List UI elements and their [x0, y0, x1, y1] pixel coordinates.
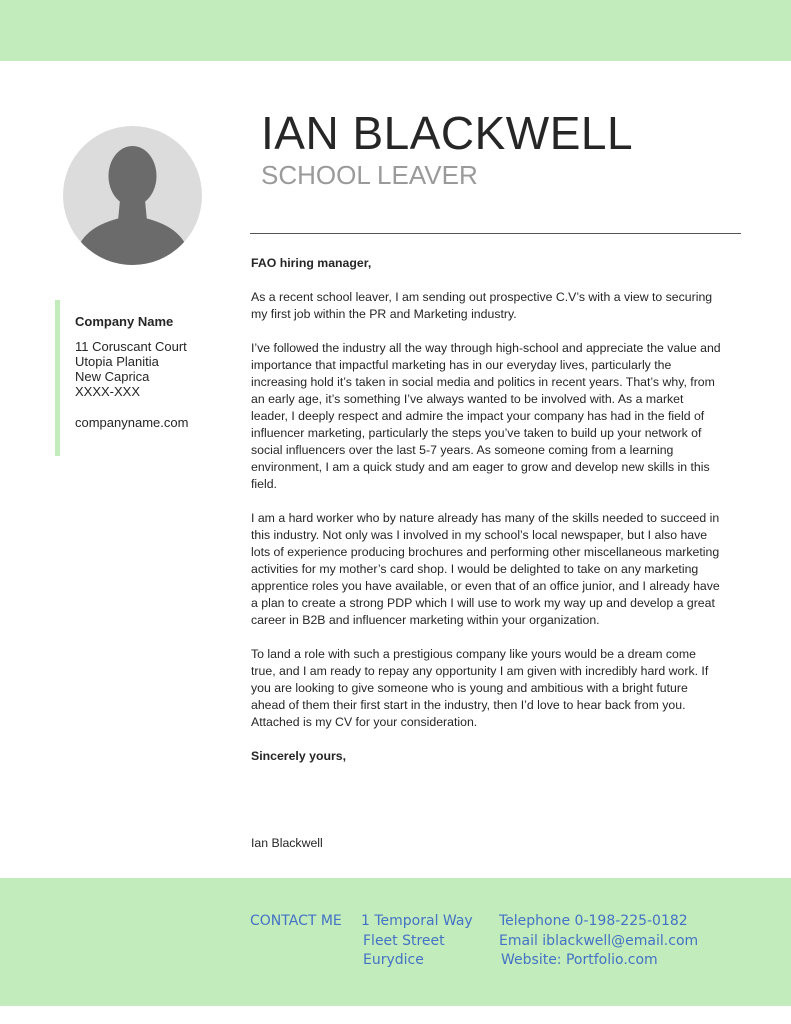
applicant-role: SCHOOL LEAVER	[261, 160, 478, 190]
letter-paragraph: As a recent school leaver, I am sending out prospective C.V’s with a view to securing my first job within the PR and Marketing industry.	[251, 290, 713, 321]
person-silhouette-icon	[63, 126, 202, 265]
letter-signature: Ian Blackwell	[251, 836, 323, 850]
company-address-line: 11 Coruscant Court	[75, 339, 187, 354]
letter-paragraph: I am a hard worker who by nature already has many of the skills needed to succeed in this industry. Not only was I involved in my school’s local newspaper, but I also have lots of experience producing brochures and performing other miscellaneous marketing activities for my mother’s card shop. I would be delighted to take on any marketing apprentice roles you have available, or even that of an office junior, and I already have a plan to create a strong PDP which I will use to work my way up and develop a great career in B2B and influencer marketing within your organization.	[251, 511, 720, 627]
contact-telephone[interactable]: Telephone 0-198-225-0182	[499, 913, 688, 929]
header-divider	[250, 233, 741, 234]
contact-email[interactable]: Email iblackwell@email.com	[499, 932, 699, 949]
company-address-line: Utopia Planitia	[75, 354, 159, 369]
letter-paragraph: To land a role with such a prestigious company like yours would be a dream come true, and I am ready to repay any opportunity I am given with incredibly hard work. If you are looking to give someone who is young and ambitious with a bright future ahead of them their first start in the industry, then I’d love to hear back from you. Attached is my CV for your consideration.	[251, 647, 709, 729]
recipient-company-block	[55, 300, 205, 456]
letter-salutation: FAO hiring manager,	[251, 256, 372, 270]
top-accent-band	[0, 0, 791, 61]
applicant-name: IAN BLACKWELL	[261, 107, 634, 159]
contact-address-line: Eurydice	[363, 952, 424, 968]
letter-closing: Sincerely yours,	[251, 749, 347, 763]
letter-paragraph: I’ve followed the industry all the way through high-school and appreciate the value and importance that impactful marketing has in our everyday lives, particularly the increasing hold it’s taken in social media and politics in recent years. That’s why, from an early age, it’s something I’ve always wanted to be involved with. As a market leader, I deeply respect and admire the impact your company has had in the field of influencer marketing, particularly the steps you’ve taken to build up your network of social influencers over the last 5-7 years. As someone coming from a learning environment, I am a quick study and am eager to grow and develop new skills in this field.	[251, 341, 721, 491]
company-postcode: XXXX-XXX	[75, 384, 141, 399]
letter-body	[251, 255, 721, 782]
contact-address-line: Fleet Street	[363, 932, 445, 949]
company-website: companyname.com	[75, 415, 189, 430]
contact-label: CONTACT ME	[250, 913, 342, 929]
avatar	[63, 126, 202, 265]
contact-address-line: 1 Temporal Way	[361, 913, 473, 929]
contact-details	[499, 912, 698, 971]
company-address-line: New Caprica	[75, 369, 150, 384]
contact-website[interactable]: Website: Portfolio.com	[501, 952, 658, 968]
contact-address	[361, 912, 473, 971]
company-name: Company Name	[75, 314, 174, 329]
